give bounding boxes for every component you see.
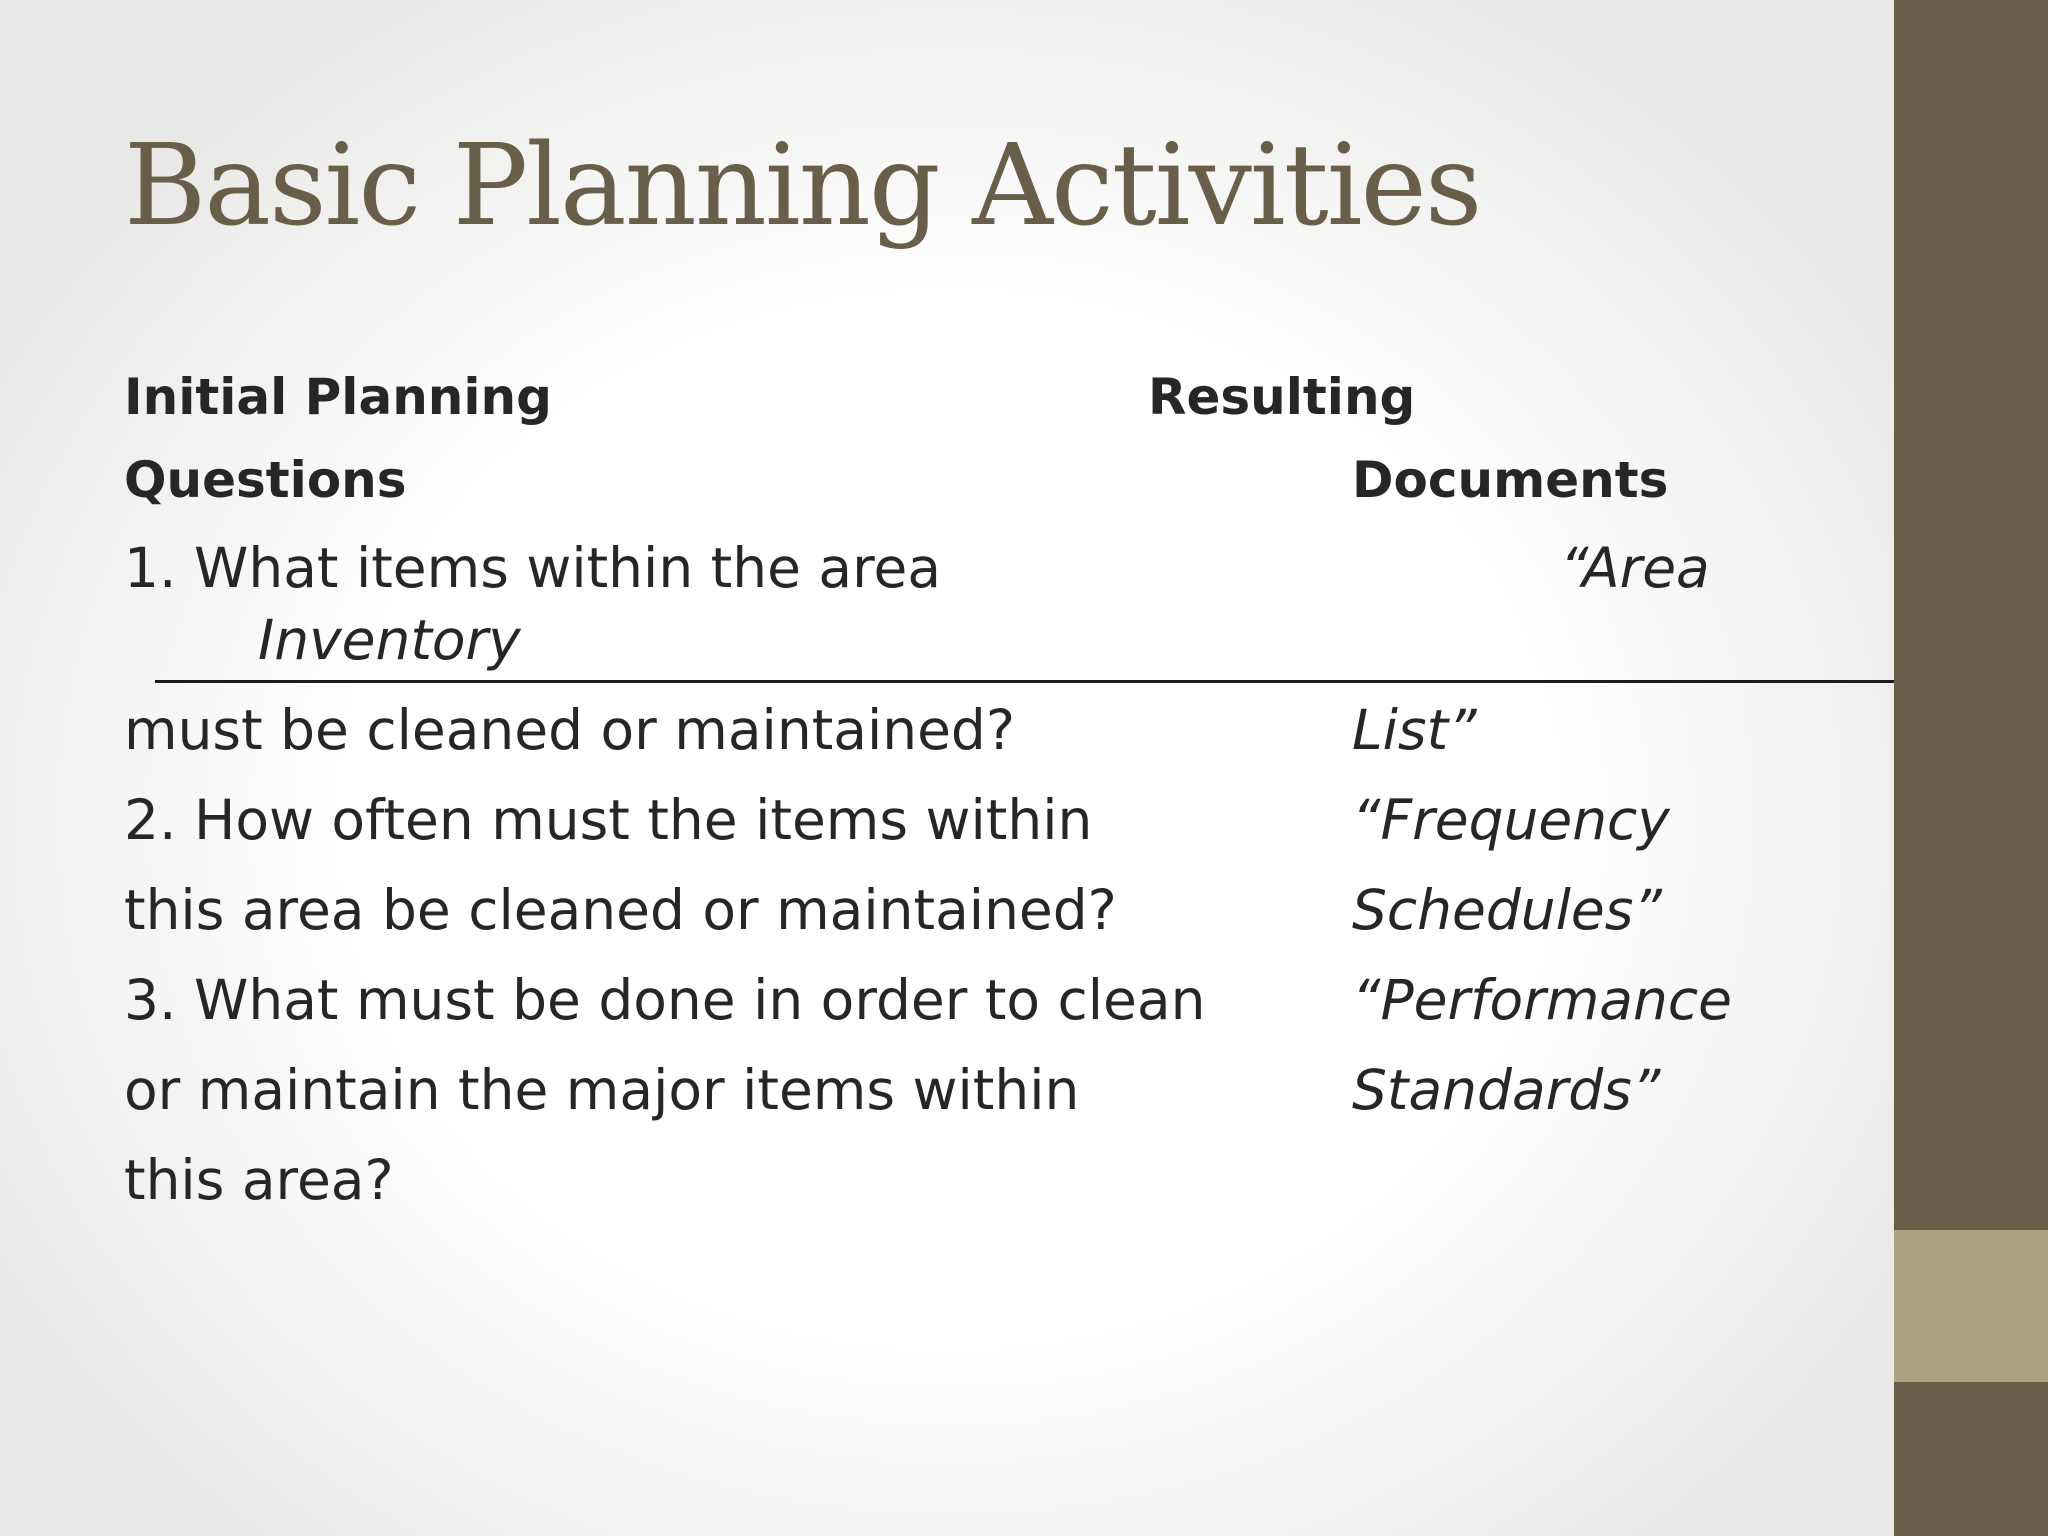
question-line-5: 3. What must be done in order to clean <box>124 968 1206 1032</box>
document-line-6: “Performance <box>1352 968 1732 1032</box>
question-line-1: 1. What items within the area <box>124 536 942 600</box>
document-line-1: “Area <box>1560 536 1710 600</box>
document-line-5: Schedules” <box>1352 878 1662 942</box>
document-line-7: Standards” <box>1352 1058 1661 1122</box>
question-line-4: this area be cleaned or maintained? <box>124 878 1117 942</box>
header-resulting: Resulting <box>1148 368 1416 426</box>
document-line-3: List” <box>1352 698 1477 762</box>
question-line-2: must be cleaned or maintained? <box>124 698 1016 762</box>
slide-title: Basic Planning Activities <box>124 121 1481 251</box>
question-line-7: this area? <box>124 1148 394 1212</box>
question-line-3: 2. How often must the items within <box>124 788 1093 852</box>
divider-line <box>155 680 1894 683</box>
document-line-2: Inventory <box>258 608 521 672</box>
header-questions: Questions <box>124 451 407 509</box>
header-documents: Documents <box>1352 451 1669 509</box>
header-initial-planning: Initial Planning <box>124 368 552 426</box>
document-line-4: “Frequency <box>1352 788 1670 852</box>
question-line-6: or maintain the major items within <box>124 1058 1080 1122</box>
side-decoration-accent <box>1894 1230 2048 1382</box>
